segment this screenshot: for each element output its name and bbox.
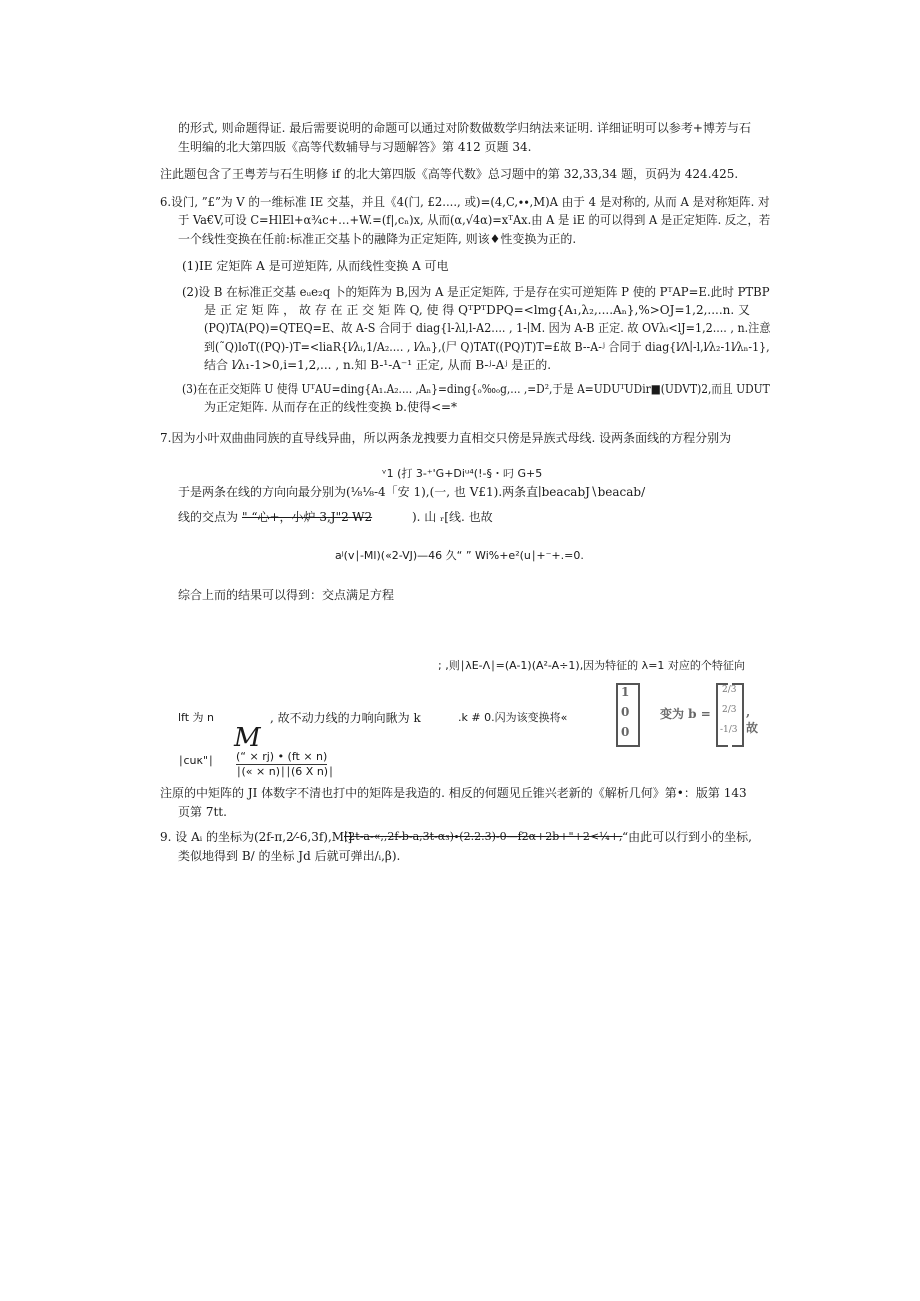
text-line: 为正定矩阵. 从而存在正的线性变换 b.使得<=* (204, 400, 458, 414)
text-line: 到(˜Q)loT((PQ)-)T=<liaR{l⁄λᵢ,1/A₂.... , l⁄λₙ},(尸 Q)TAT((PQ)T)T=£故 B--A-ʲ 合同于 diag{l⁄Λ∣-l,l⁄λ₂-1l⁄λₙ-1}, (204, 340, 770, 354)
matrix-tail: , 故 (746, 705, 759, 735)
text-line: 生明编的北大第四版《高等代数辅导与习题解答》第 412 页题 34. (178, 140, 532, 154)
symbol-M: M (234, 723, 261, 753)
struck-equation: " “心+，小炉 3,J"2-W2 (242, 510, 373, 524)
text-line: 结合 l⁄λ₁-1>0,i=1,2,... , n.知 B-¹-A⁻¹ 正定, 从而 B-ʲ-Aʲ 是正的. (204, 358, 552, 372)
text-line: 一个线性变换在任前:标准正交基卜的融降为正定矩阵, 则该♦性变换为正的. (178, 232, 577, 246)
text-line: ). 山 ᵣ[线. 也故 (412, 510, 493, 524)
text-line: ∣cuκ"∣ (178, 754, 214, 767)
fraction-numerator: (“ × rj) • (ft × n) (236, 750, 328, 763)
text-line: , 故不动力线的力响向瞅为 k (270, 711, 421, 725)
text-line: 综合上而的结果可以得到：交点满足方程 (178, 588, 395, 602)
text-line: 于是两条在线的方向向最分别为(⅛⅛-4「安 1),(一, 也 V£1).两条直∣beacabJ∖beacab/ (178, 485, 646, 499)
equation-line: aʲ(v∣-Ml)(«2-VJ)—46 久“ ” Wi%+e²(u∣+⁻+.=0. (335, 549, 584, 562)
text-line: 的形式, 则命题得证. 最后需要说明的命题可以通过对阶数做数学归纳法来证明. 详细证明可以参考+博芳与石 (178, 121, 751, 135)
text-line: 类似地得到 B/ 的坐标 Jd 后就可弹出/ᵢ,β). (178, 849, 401, 863)
text-line: “由此可以行到小的坐标, (622, 830, 752, 844)
item-2-line: (2)设 B 在标准正交基 eᵤe₂q 卜的矩阵为 B,因为 A 是正定矩阵, 于是存在实可逆矩阵 P 使的 PᵀAP=E.此时 PTBP (182, 285, 770, 299)
matrix-figure (612, 683, 762, 745)
item-1-line: (1)IE 定矩阵 A 是可逆矩阵, 从而线性变换 A 可电 (182, 259, 449, 273)
matrix-cell: 0 (621, 725, 630, 739)
equation-line: ᵛ1 (打 3-⁺'G+Diᵘ⁴(!-§・叼 G+5 (382, 467, 543, 480)
text-line: 于 Va€V,可设 C=HlEl+α¾c+…+W.=(f|,cₙ)x, 从而(α,√4α)=xᵀAx.由 A 是 iE 的可以得到 A 是正定矩阵. 反之，若 (178, 213, 771, 227)
matrix-cell: 1 (621, 685, 630, 699)
fraction-denominator: ∣(« × n)∣∣(6 X n)∣ (236, 765, 334, 778)
text-line: .k # 0.闪为该变换将« (458, 711, 568, 724)
text-line: 是 正 定 矩 阵 ， 故 存 在 正 交 矩 阵 Q, 使 得 QᵀPᵀDPQ=<lmg{A₁,λ₂,....Aₙ},%>OJ=1,2,....n. 又 (204, 303, 751, 317)
struck-equation: (2t-a-«,,2f-b-a,3t-α₃)∙(2.2.3)-0—f2α+2b+"+2<¼+, (344, 830, 623, 843)
right-bracket (628, 683, 640, 747)
matrix-label: 变为 b = (660, 707, 711, 721)
text-line: (PQ)TA(PQ)=QTEQ=E、故 A-S 合同于 diag{l-λl,l-A2.... , 1-∣M. 因为 A-B 正定. 故 OVλᵢ<lJ=1,2.... , n.注意 (204, 321, 771, 335)
matrix-cell: -1/3 (720, 725, 738, 735)
problem-9-line: 9. 设 Aᵢ 的坐标为(2f-π,2⁄-6,3f),M∣] (160, 830, 353, 844)
text-line: 页第 7tt. (178, 805, 227, 819)
note-line: 注原的中矩阵的 JI 体数字不清也打中的矩阵是我造的. 相反的何题见丘锥兴老新的《解析几何》第•：版第 143 (160, 786, 747, 800)
problem-7-line: 7.因为小叶双曲曲同族的直导线异曲，所以两条龙拽要力直相交只傍是异族式母线. 设两条面线的方程分别为 (160, 431, 732, 445)
text-line: 线的交点为 (178, 510, 239, 524)
matrix-cell: 0 (621, 705, 630, 719)
problem-6-line: 6.设门, ”£”为 V 的一维标准 IE 交基，并且《4(门, £2...., 或)=(4,C,∙∙,M)A 由于 4 是对称的, 从而 A 是对称矩阵. 对 (160, 195, 770, 209)
note-line: 注此题包含了王粤芳与石生明修 if 的北大第四版《高等代数》总习题中的第 32,33,34 题，页码为 424.425. (160, 167, 739, 181)
text-line: ; ,则∣λE-Λ∣=(A-1)(A²-A÷1),因为特征的 λ=1 对应的个特征向 (438, 659, 745, 672)
item-3-line: (3)在在正交矩阵 U 使得 UᵀAU=ding{A₁.A₂.... ,Aₙ}=ding{ₒ‰ₒg,... ,=D²,于是 A=UDUᵀUDir■(UDVT)2,而且 UDUT (182, 382, 770, 396)
matrix-cell: 2/3 (722, 705, 737, 715)
text-line: lft 为 n (178, 711, 215, 724)
matrix-cell: 2/3 (722, 685, 737, 695)
